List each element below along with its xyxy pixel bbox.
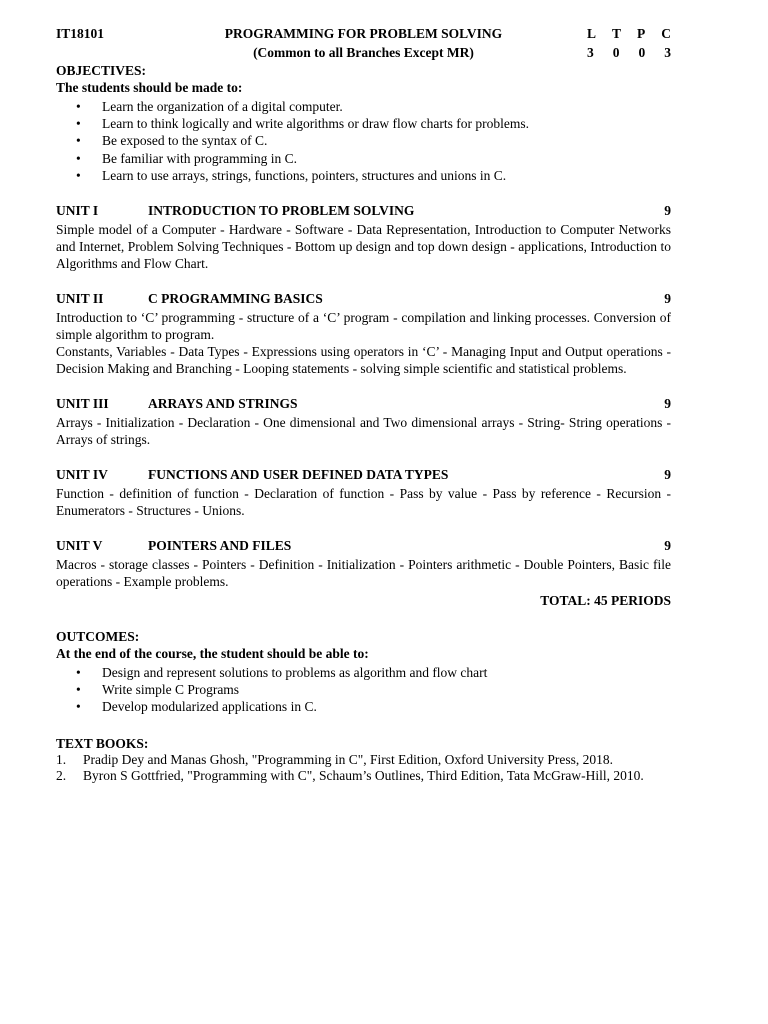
- ltpc-value: 0: [638, 45, 646, 60]
- unit-number: UNIT IV: [56, 467, 108, 483]
- list-item: • Be exposed to the syntax of C.: [56, 132, 671, 149]
- syllabus-page: [56, 26, 671, 785]
- unit-title: ARRAYS AND STRINGS: [148, 396, 298, 412]
- course-code: IT18101: [56, 26, 105, 41]
- objectives-heading: OBJECTIVES:: [56, 63, 147, 78]
- unit-content: Function - definition of function - Declaration of function - Pass by value - Pass by reference - Recursion - Enumerators - Structures - Unions.: [56, 486, 671, 519]
- textbooks-section: [56, 735, 671, 785]
- unit-hours: 9: [664, 291, 671, 307]
- unit-number: UNIT II: [56, 291, 104, 307]
- objectives-intro: The students should be made to:: [56, 80, 243, 95]
- ltpc-label: P: [637, 26, 646, 41]
- ltpc-value: 3: [664, 45, 671, 60]
- unit-title: POINTERS AND FILES: [148, 538, 292, 554]
- item-number: 2.: [56, 768, 67, 784]
- unit-1: [56, 203, 671, 272]
- outcomes-intro: At the end of the course, the student should be able to:: [56, 646, 369, 662]
- item-number: 1.: [56, 751, 67, 767]
- item-text: Byron S Gottfried, "Programming with C", Schaum’s Outlines, Third Edition, Tata McGraw-Hill, 2010.: [83, 768, 644, 784]
- unit-heading: [56, 203, 671, 221]
- course-title: PROGRAMMING FOR PROBLEM SOLVING: [224, 26, 503, 41]
- outcomes-section: [56, 628, 671, 716]
- unit-4: [56, 467, 671, 519]
- unit-title: INTRODUCTION TO PROBLEM SOLVING: [148, 203, 415, 219]
- textbooks-list: [56, 752, 671, 785]
- unit-title: C PROGRAMMING BASICS: [148, 291, 323, 307]
- ltpc-label: T: [612, 26, 622, 41]
- list-item: • Write simple C Programs: [56, 681, 671, 698]
- list-item: [56, 752, 671, 769]
- unit-title: FUNCTIONS AND USER DEFINED DATA TYPES: [148, 467, 449, 483]
- unit-heading: [56, 396, 671, 414]
- unit-2: [56, 291, 671, 377]
- unit-number: UNIT III: [56, 396, 109, 412]
- unit-5: [56, 538, 671, 609]
- ltpc-label: L: [587, 26, 597, 41]
- list-item: • Develop modularized applications in C.: [56, 698, 671, 715]
- outcomes-list: [56, 664, 671, 716]
- ltpc-values: [587, 45, 671, 61]
- ltpc-labels: [587, 26, 671, 42]
- unit-content: Constants, Variables - Data Types - Expressions using operators in ‘C’ - Managing Input and Output operations - Decision Making and Branching - Looping statements - solving simple scientific and statistical problems.: [56, 344, 671, 377]
- unit-hours: 9: [664, 467, 671, 483]
- objectives-section: [56, 62, 671, 184]
- item-text: Pradip Dey and Manas Ghosh, "Programming in C", First Edition, Oxford University Press, 2018.: [83, 751, 613, 767]
- list-item: • Be familiar with programming in C.: [56, 150, 671, 167]
- unit-number: UNIT I: [56, 203, 99, 219]
- list-item: • Learn to think logically and write algorithms or draw flow charts for problems.: [56, 115, 671, 132]
- ltpc-value: 0: [612, 45, 620, 60]
- unit-content: Simple model of a Computer - Hardware - Software - Data Representation, Introduction to Computer Networks and Internet, Problem Solving Techniques - Bottom up design and top down design - applications, Introduction to Algorithms and Flow Chart.: [56, 222, 671, 272]
- list-item: • Design and represent solutions to problems as algorithm and flow chart: [56, 664, 671, 681]
- unit-number: UNIT V: [56, 538, 103, 554]
- unit-heading: [56, 467, 671, 485]
- total-periods: TOTAL: 45 PERIODS: [540, 593, 671, 609]
- unit-content: Introduction to ‘C’ programming - structure of a ‘C’ program - compilation and linking processes. Conversion of simple algorithm to program.: [56, 310, 671, 343]
- objectives-list: [56, 98, 671, 184]
- unit-hours: 9: [664, 396, 671, 412]
- unit-content: Arrays - Initialization - Declaration - One dimensional and Two dimensional arrays - String- String operations - Arrays of strings.: [56, 415, 671, 448]
- unit-hours: 9: [664, 538, 671, 554]
- unit-heading: [56, 538, 671, 556]
- textbooks-heading: TEXT BOOKS:: [56, 735, 149, 751]
- unit-content: Macros - storage classes - Pointers - Definition - Initialization - Pointers arithmetic - Double Pointers, Basic file operations - Example problems.: [56, 557, 671, 590]
- ltpc-label: C: [661, 26, 671, 41]
- unit-heading: [56, 291, 671, 309]
- list-item: [56, 768, 671, 785]
- unit-3: [56, 396, 671, 448]
- ltpc-value: 3: [587, 45, 594, 60]
- list-item: • Learn to use arrays, strings, functions, pointers, structures and unions in C.: [56, 167, 671, 184]
- unit-hours: 9: [664, 203, 671, 219]
- list-item: • Learn the organization of a digital computer.: [56, 98, 671, 115]
- course-subtitle: (Common to all Branches Except MR): [253, 45, 474, 60]
- outcomes-heading: OUTCOMES:: [56, 629, 140, 645]
- course-header: [56, 26, 671, 62]
